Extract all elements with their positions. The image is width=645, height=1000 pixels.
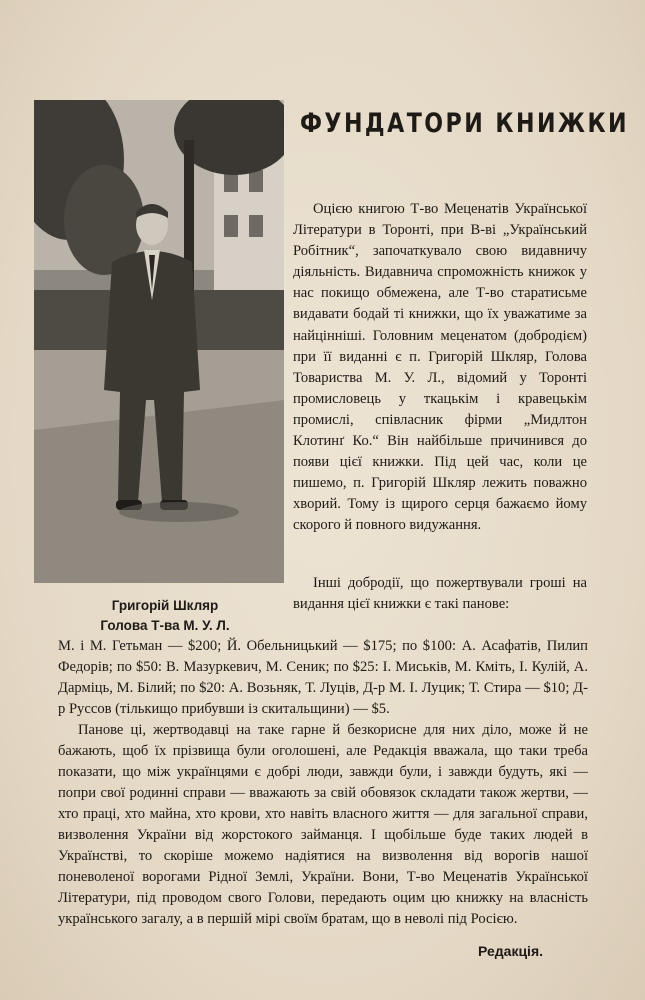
- photo-caption-role: Голова Т-ва М. У. Л.: [100, 618, 230, 633]
- donors-list: М. і М. Гетьман — $200; Й. Обельницький — $175; по $100: А. Асафатів, Пилип Федорів; по $50: В. Мазуркевич, М. Сеник; по $25: І. Миськів, М. Кміть, І. Кулій, А. Дарміць, М. Білий; по $20: А. Возьняк, Т. Луців, Д-р М. І. Луцик; Т. Стира — $10; Д-р Руссов (тількищо прибувши із скитальщини) — $5.: [58, 638, 588, 717]
- intro-paragraph: Оцією книгою Т-во Меценатів Української Літератури в Торонті, при В-ві „Український Робітник“, започаткувало свою видавничу діяльність. Видавнича спроможність книжок у нас покищо обмежена, але Т-во старатисьме видавати бодай ті книжки, що їх уважатиме за найцінніші. Головним меценатом (добродієм) при її виданні є п. Григорій Шкляр, Голова Товариства М. У. Л., відомий у Торонті промисловець у ткацькім і кравецькім промислі, співласник фірми „Мидлтон Клотинґ Ко.“ Він найбільше причинився до появи цієї книжки. Під цей час, коли це пишемо, п. Григорій Шкляр лежить поважно хворий. Тому із щирого серця бажаємо йому скорого й повного видужання.: [293, 201, 587, 534]
- closing-paragraph: Панове ці, жертводавці на таке гарне й безкорисне для них діло, може й не бажають, щоб їх прізвища були оголошені, але Редакція вважала, що таки треба показати, що між українцями є добрі люди, завжди були, і завжди будуть, які — попри свої родинні справи — вважають за свій обовязок складати також жертви, — хто праці, хто майна, хто крови, хто навіть власного життя — для загальної справи, визволення України від жорстокого займанця. І щобільше буде таких людей в Українстві, то скоріше можемо надіятися на визволення від ворогів нашої поневоленої ворогами Рідної Землі, України. Вони, Т-во Меценатів Української Літератури, під проводом свого Голови, передають оцим цю книжку на власність українського загалу, а в першій мірі своїм братам, що в неволі під Росією.: [58, 722, 588, 927]
- editorial-signature: Редакція.: [478, 943, 544, 959]
- donors-intro-paragraph: Інші добродії, що пожертвували гроші на видання цієї книжки є такі панове:: [293, 575, 587, 613]
- page-title: ФУНДАТОРИ КНИЖКИ: [300, 108, 630, 139]
- photo-caption: [60, 596, 270, 636]
- portrait-photo-illustration: [34, 100, 284, 583]
- photo-caption-name: Григорій Шкляр: [111, 598, 219, 613]
- portrait-photo: [34, 100, 284, 583]
